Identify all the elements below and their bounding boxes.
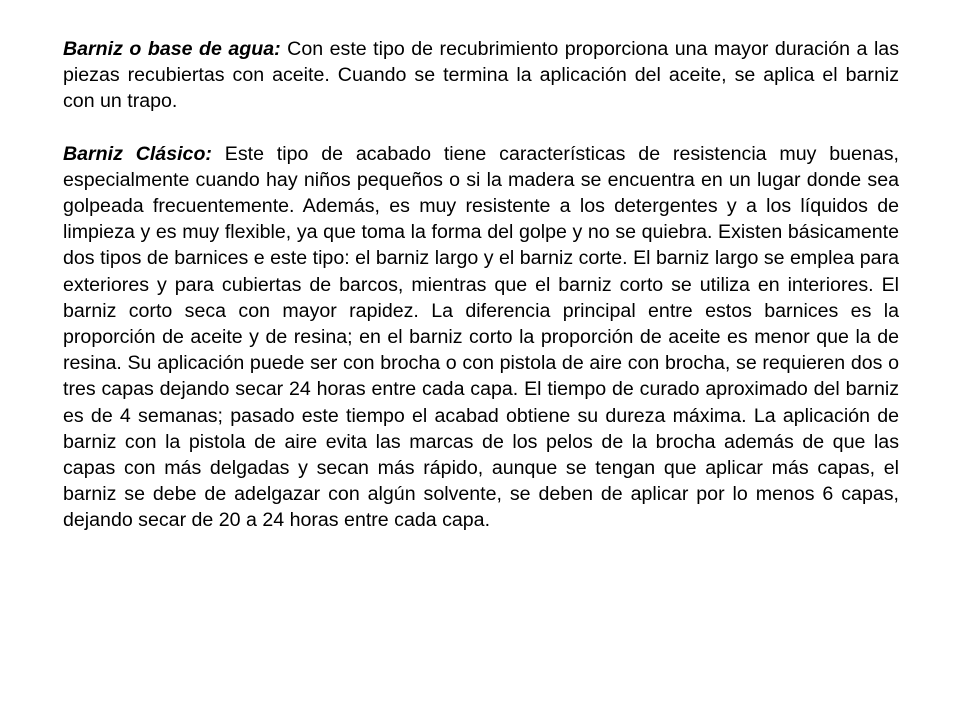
paragraph-water-based-varnish (63, 36, 899, 115)
paragraph-classic-varnish (63, 141, 899, 534)
body-water-based-varnish: Con este tipo de recubrimiento proporciona una mayor duración a las piezas recubiertas con aceite. Cuando se termina la aplicación del aceite, se aplica el barniz con un trapo. (63, 38, 899, 113)
body-classic-varnish: Este tipo de acabado tiene características de resistencia muy buenas, especialmente cuando hay niños pequeños o si la madera se encuentra en un lugar donde sea golpeada frecuentemente. Además, es muy resistente a los detergentes y a los líquidos de limpieza y es muy flexible, ya que toma la forma del golpe y no se quiebra. Existen básicamente dos tipos de barnices e este tipo: el barniz largo y el barniz corte. El barniz largo se emplea para exteriores y para cubiertas de barcos, mientras que el barniz corto se utiliza en interiores. El barniz corto seca con mayor rapidez. La diferencia principal entre estos barnices es la proporción de aceite y de resina; en el barniz corto la proporción de aceite es menor que la de resina. Su aplicación puede ser con brocha o con pistola de aire con brocha, se requieren dos o tres capas dejando secar 24 horas entre cada capa. El tiempo de curado aproximado del barniz es de 4 semanas; pasado este tiempo el acabad obtiene su dureza máxima. La aplicación de barniz con la pistola de aire evita las marcas de los pelos de la brocha además de que las capas con más delgadas y secan más rápido, aunque se tengan que aplicar más capas, el barniz se debe de adelgazar con algún solvente, se deben de aplicar por lo menos 6 capas, dejando secar de 20 a 24 horas entre cada capa. (63, 142, 899, 532)
term-water-based-varnish: Barniz o base de agua: (63, 38, 281, 60)
document-page (63, 36, 899, 534)
term-classic-varnish: Barniz Clásico: (63, 142, 212, 165)
